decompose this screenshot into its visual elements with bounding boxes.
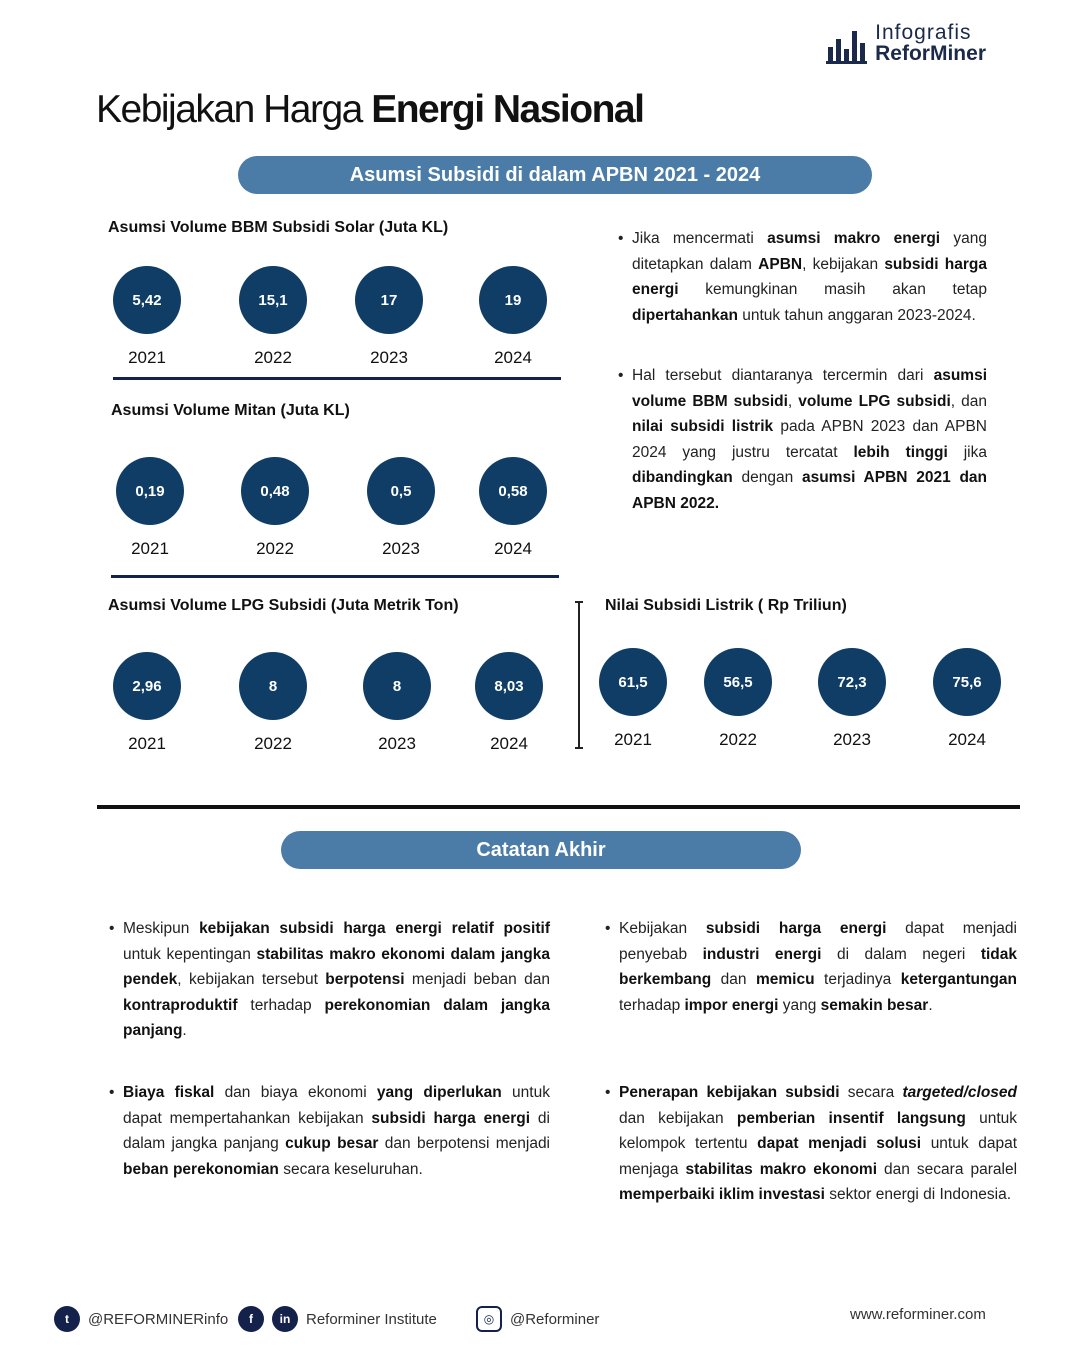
logo-line1: Infografis <box>875 21 972 44</box>
year-label: 2024 <box>494 348 532 367</box>
footer-instagram[interactable] <box>476 1306 599 1332</box>
note-3: • Biaya fiskal dan biaya ekonomi yang diperlukan untuk dapat mempertahankan kebijakan subsidi harga energi di dalam jangka panjang cukup besar dan berpotensi menjadi beban perekonomian secara keseluruhan. <box>123 1080 550 1182</box>
value-circle: 8 <box>363 652 431 720</box>
value-circle: 0,58 <box>479 457 547 525</box>
value-circle: 2,96 <box>113 652 181 720</box>
bullet-asumsi: • Jika mencermati asumsi makro energi yang ditetapkan dalam APBN, kebijakan subsidi harga energi kemungkinan masih akan tetap dipertahankan untuk tahun anggaran 2023-2024. <box>632 226 987 328</box>
year-label: 2023 <box>378 734 416 753</box>
divider-line <box>111 575 559 578</box>
mitan-item <box>220 457 330 559</box>
page-title <box>96 88 643 132</box>
year-label: 2021 <box>131 539 169 558</box>
year-label: 2022 <box>256 539 294 558</box>
lpg-item <box>92 652 202 754</box>
website-link[interactable]: www.reforminer.com <box>850 1306 986 1323</box>
bullet-dot: • <box>618 230 624 247</box>
year-label: 2022 <box>254 348 292 367</box>
solar-item <box>92 266 202 368</box>
value-circle: 0,48 <box>241 457 309 525</box>
section-separator <box>97 805 1020 809</box>
value-circle: 19 <box>479 266 547 334</box>
footer <box>54 1306 1004 1334</box>
listrik-item <box>683 648 793 750</box>
bullet-dot: • <box>618 367 624 384</box>
note-4: • Penerapan kebijakan subsidi secara targeted/closed dan kebijakan pemberian insentif langsung untuk kelompok tertentu dapat menjadi solusi untuk dapat menjaga stabilitas makro ekonomi dan secara paralel memperbaiki iklim investasi sektor energi di Indonesia. <box>619 1080 1017 1208</box>
year-label: 2022 <box>254 734 292 753</box>
mitan-item <box>346 457 456 559</box>
linkedin-icon[interactable]: in <box>272 1306 298 1332</box>
title-bold: Energi Nasional <box>371 88 644 131</box>
listrik-item <box>797 648 907 750</box>
footer-social[interactable] <box>238 1306 437 1332</box>
lpg-item <box>342 652 452 754</box>
section-pill-catatan: Catatan Akhir <box>281 831 801 869</box>
institute-name[interactable]: Reforminer Institute <box>306 1310 437 1328</box>
instagram-icon[interactable]: ◎ <box>476 1306 502 1332</box>
bullet-dot: • <box>109 920 115 937</box>
footer-twitter[interactable] <box>54 1306 228 1332</box>
solar-item <box>458 266 568 368</box>
year-label: 2024 <box>494 539 532 558</box>
twitter-icon[interactable]: t <box>54 1306 80 1332</box>
bullet-dot: • <box>605 920 611 937</box>
year-label: 2023 <box>833 730 871 749</box>
title-light: Kebijakan Harga <box>96 88 372 131</box>
solar-title: Asumsi Volume BBM Subsidi Solar (Juta KL) <box>108 219 449 236</box>
bar-chart-icon <box>826 30 867 64</box>
solar-item <box>334 266 444 368</box>
value-circle: 8,03 <box>475 652 543 720</box>
listrik-title: Nilai Subsidi Listrik ( Rp Triliun) <box>605 597 847 614</box>
value-circle: 0,5 <box>367 457 435 525</box>
mitan-title: Asumsi Volume Mitan (Juta KL) <box>111 402 350 419</box>
year-label: 2022 <box>719 730 757 749</box>
value-circle: 5,42 <box>113 266 181 334</box>
year-label: 2024 <box>948 730 986 749</box>
value-circle: 17 <box>355 266 423 334</box>
value-circle: 72,3 <box>818 648 886 716</box>
mitan-item <box>95 457 205 559</box>
note-2: • Kebijakan subsidi harga energi dapat menjadi penyebab industri energi di dalam negeri tidak berkembang dan memicu terjadinya ketergantungan terhadap impor energi yang semakin besar. <box>619 916 1017 1018</box>
divider-line <box>113 377 561 380</box>
listrik-item <box>912 648 1022 750</box>
twitter-handle[interactable]: @REFORMINERinfo <box>88 1310 229 1328</box>
logo <box>826 22 986 64</box>
year-label: 2023 <box>370 348 408 367</box>
logo-line2: ReforMiner <box>875 42 986 65</box>
year-label: 2024 <box>490 734 528 753</box>
bullet-tercermin: • Hal tersebut diantaranya tercermin dari asumsi volume BBM subsidi, volume LPG subsidi, dan nilai subsidi listrik pada APBN 2023 dan APBN 2024 yang justru tercatat lebih tinggi jika dibandingkan dengan asumsi APBN 2021 dan APBN 2022. <box>632 363 987 517</box>
instagram-handle[interactable]: @Reforminer <box>510 1310 600 1328</box>
lpg-title: Asumsi Volume LPG Subsidi (Juta Metrik Ton) <box>108 597 459 614</box>
year-label: 2021 <box>128 348 166 367</box>
listrik-item <box>578 648 688 750</box>
bullet-dot: • <box>109 1084 115 1101</box>
value-circle: 0,19 <box>116 457 184 525</box>
year-label: 2021 <box>614 730 652 749</box>
footer-website[interactable] <box>850 1306 986 1323</box>
lpg-item <box>454 652 564 754</box>
bullet-dot: • <box>605 1084 611 1101</box>
lpg-item <box>218 652 328 754</box>
value-circle: 8 <box>239 652 307 720</box>
section-pill-subsidi: Asumsi Subsidi di dalam APBN 2021 - 2024 <box>238 156 872 194</box>
solar-item <box>218 266 328 368</box>
year-label: 2023 <box>382 539 420 558</box>
note-1: • Meskipun kebijakan subsidi harga energi relatif positif untuk kepentingan stabilitas makro ekonomi dalam jangka pendek, kebijakan tersebut berpotensi menjadi beban dan kontraproduktif terhadap perekonomian dalam jangka panjang. <box>123 916 550 1044</box>
mitan-item <box>458 457 568 559</box>
facebook-icon[interactable]: f <box>238 1306 264 1332</box>
value-circle: 75,6 <box>933 648 1001 716</box>
value-circle: 61,5 <box>599 648 667 716</box>
year-label: 2021 <box>128 734 166 753</box>
value-circle: 15,1 <box>239 266 307 334</box>
value-circle: 56,5 <box>704 648 772 716</box>
